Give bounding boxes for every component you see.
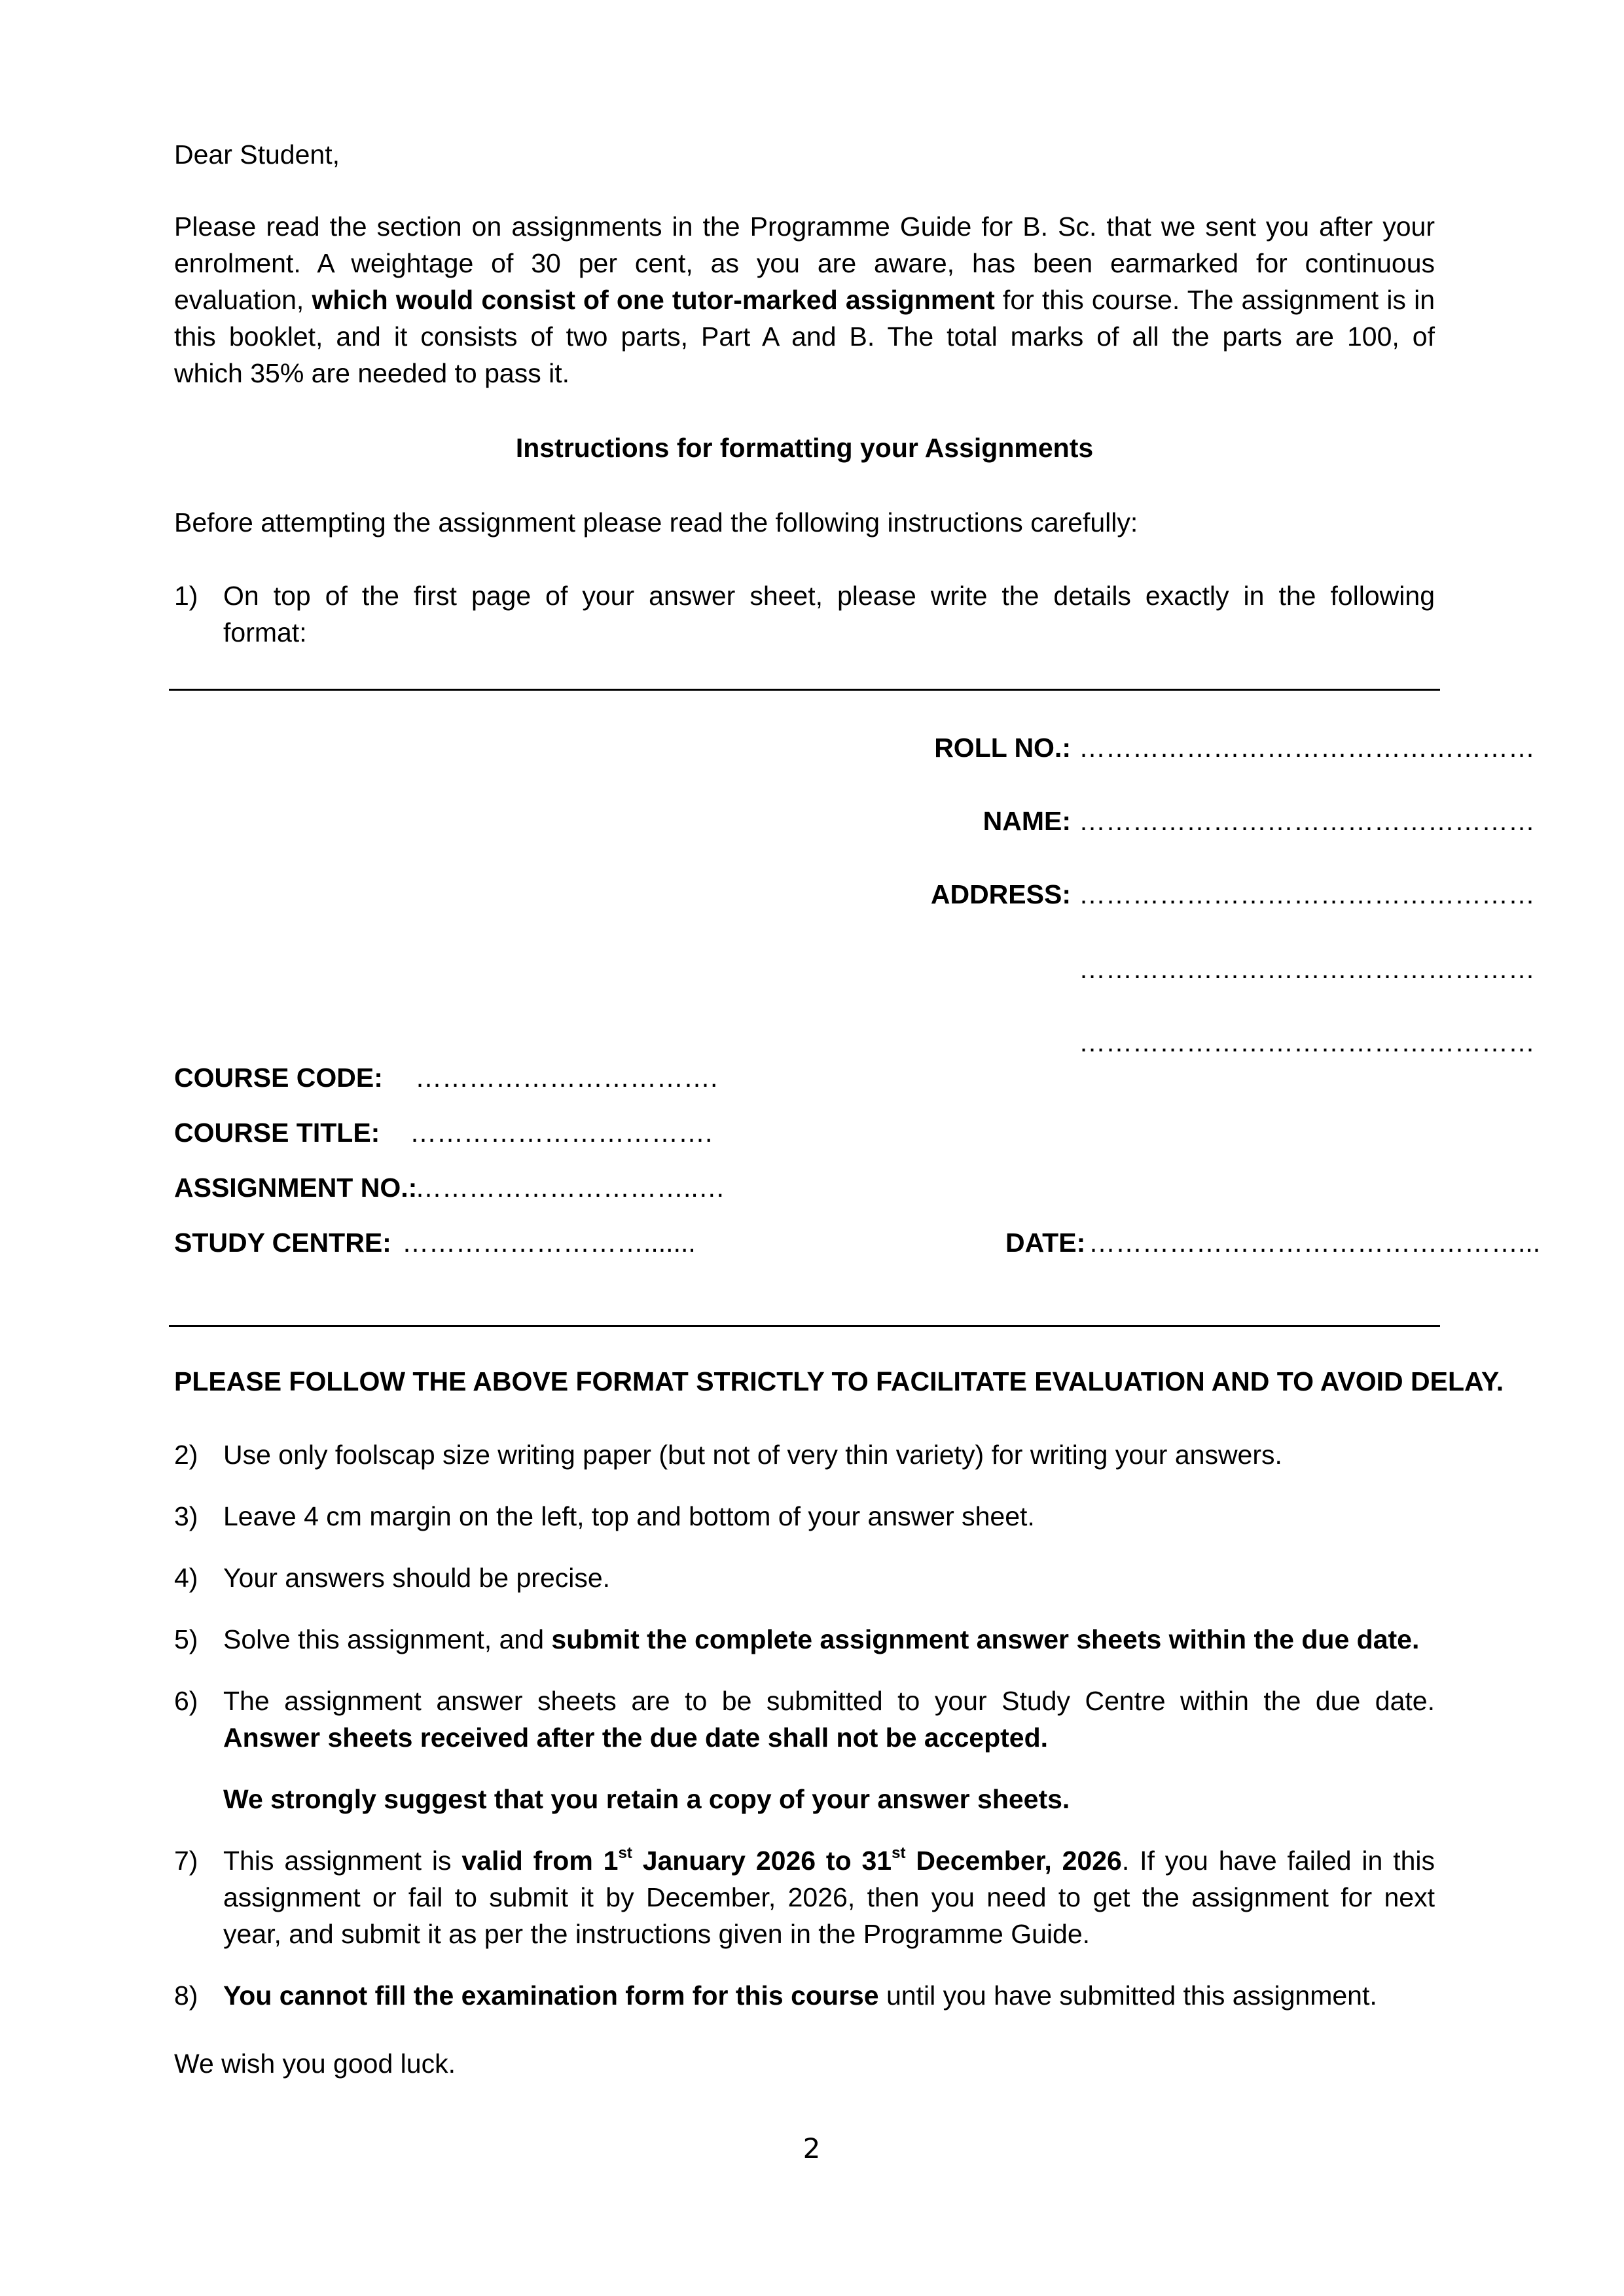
item-text: This assignment is xyxy=(223,1846,462,1876)
item-1-text xyxy=(223,577,1435,651)
intro-paragraph xyxy=(174,208,1435,392)
item-5-number: 5) xyxy=(174,1624,198,1654)
item-line: year, and submit it as per the instructions given in the Programme Guide. xyxy=(223,1919,1091,1949)
item-line: The assignment answer sheets are to be submitted to your Study Centre within the due date. xyxy=(223,1686,1435,1716)
item-2-number: 2) xyxy=(174,1440,198,1470)
closing-text: We wish you good luck. xyxy=(174,2049,456,2079)
intro-line: this booklet, and it consists of two parts, Part A and B. The total marks of all the parts are 100, of xyxy=(174,321,1435,352)
intro-line: which 35% are needed to pass it. xyxy=(174,358,569,388)
assignment-no-dots: …………………………..… xyxy=(415,1173,725,1203)
intro-line: enrolment. A weightage of 30 per cent, as you are aware, has been earmarked for continuous xyxy=(174,248,1435,278)
item-3-number: 3) xyxy=(174,1501,198,1531)
study-centre-label: STUDY CENTRE: xyxy=(174,1228,391,1258)
item-line: format: xyxy=(223,617,307,647)
item-6-text xyxy=(223,1683,1435,1756)
roll-no-label: ROLL NO.: xyxy=(934,733,1071,763)
name-dots: …………………………………………… xyxy=(1079,806,1535,836)
page-number: 2 xyxy=(803,2132,821,2164)
validity-dates: valid from 1st January 2026 to 31st December, 2026 xyxy=(461,1844,1122,1876)
item-8-number: 8) xyxy=(174,1980,198,2011)
item-2-text: Use only foolscap size writing paper (but not of very thin variety) for writing your answers. xyxy=(223,1440,1282,1470)
item-4-number: 4) xyxy=(174,1563,198,1593)
intro-line: Please read the section on assignments in the Programme Guide for B. Sc. that we sent you after your xyxy=(174,211,1435,242)
address-dots: …………………………………………… xyxy=(1079,1027,1535,1057)
study-centre-dots: ………………………....... xyxy=(402,1228,696,1258)
form-top-rule xyxy=(169,689,1440,691)
item-text: until you have submitted this assignment. xyxy=(878,1980,1377,2011)
before-text: Before attempting the assignment please read the following instructions carefully: xyxy=(174,507,1138,538)
item-6-number: 6) xyxy=(174,1686,198,1716)
item-3-text: Leave 4 cm margin on the left, top and bottom of your answer sheet. xyxy=(223,1501,1035,1531)
course-title-label: COURSE TITLE: xyxy=(174,1118,380,1148)
item-bold-text: submit the complete assignment answer sheets within the due date. xyxy=(551,1624,1420,1654)
name-label: NAME: xyxy=(983,806,1071,836)
item-bold-text: You cannot fill the examination form for this course xyxy=(223,1980,879,2011)
form-bottom-rule xyxy=(169,1325,1440,1327)
item-text: Solve this assignment, and xyxy=(223,1624,552,1654)
address-dots: …………………………………………… xyxy=(1079,954,1535,984)
item-7-number: 7) xyxy=(174,1846,198,1876)
address-dots: …………………………………………… xyxy=(1079,879,1535,909)
retain-copy-note: We strongly suggest that you retain a copy of your answer sheets. xyxy=(223,1784,1070,1814)
assignment-no-label: ASSIGNMENT NO.: xyxy=(174,1173,418,1203)
intro-text: evaluation, xyxy=(174,285,312,315)
follow-notice: PLEASE FOLLOW THE ABOVE FORMAT STRICTLY TO FACILITATE EVALUATION AND TO AVOID DELAY. xyxy=(174,1366,1504,1396)
instructions-heading: Instructions for formatting your Assignments xyxy=(515,433,1094,463)
item-line: assignment or fail to submit it by December, 2026, then you need to get the assignment for next xyxy=(223,1882,1435,1912)
intro-bold-text: which would consist of one tutor-marked assignment xyxy=(312,285,995,315)
item-5-text xyxy=(223,1621,1435,1658)
item-line xyxy=(223,1842,1435,1879)
course-title-dots: ……………………………. xyxy=(410,1118,713,1148)
salutation: Dear Student, xyxy=(174,139,340,170)
item-line: On top of the first page of your answer sheet, please write the details exactly in the following xyxy=(223,581,1435,611)
date-dots: …………………………………………... xyxy=(1089,1228,1541,1258)
intro-line xyxy=(174,282,1435,318)
item-bold-text: Answer sheets received after the due date shall not be accepted. xyxy=(223,1722,1049,1753)
item-8-text xyxy=(223,1977,1435,2014)
address-label: ADDRESS: xyxy=(930,879,1071,909)
roll-no-dots: …………………………………………… xyxy=(1079,733,1535,763)
date-label: DATE: xyxy=(1005,1228,1086,1258)
item-7-text xyxy=(223,1842,1435,1952)
item-4-text: Your answers should be precise. xyxy=(223,1563,611,1593)
item-text: . If you have failed in this xyxy=(1121,1846,1435,1876)
course-code-dots: ……………………………. xyxy=(415,1063,718,1093)
course-code-label: COURSE CODE: xyxy=(174,1063,383,1093)
intro-text: for this course. The assignment is in xyxy=(994,285,1435,315)
item-1-number: 1) xyxy=(174,581,198,611)
